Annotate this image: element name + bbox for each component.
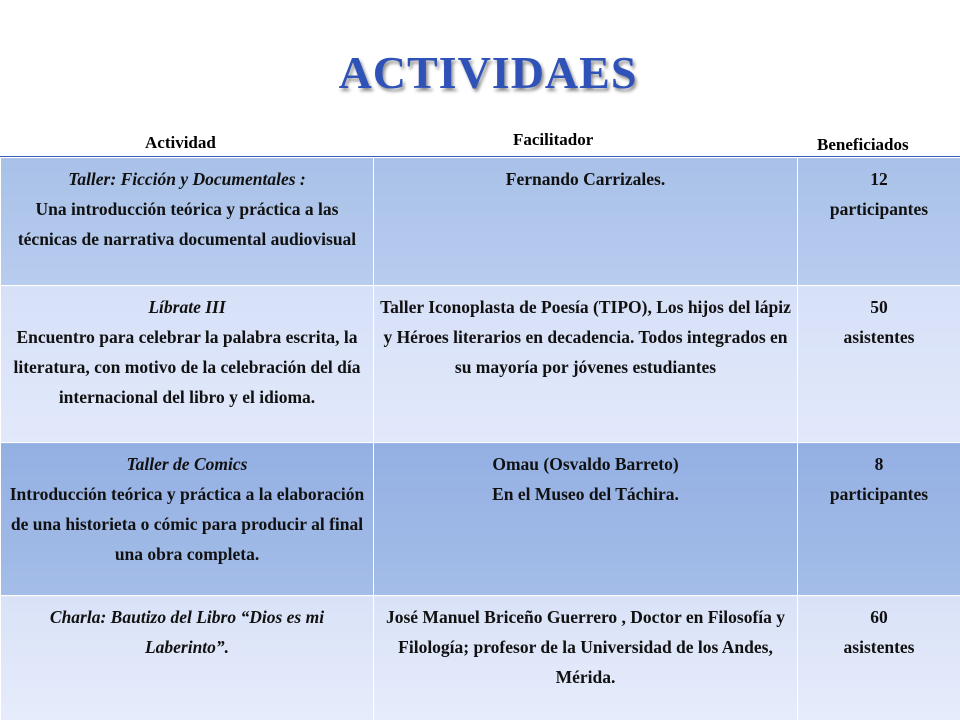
activity-cell (1, 443, 374, 596)
beneficiaries-cell (798, 596, 960, 721)
activities-table (0, 157, 960, 721)
activity-title: Líbrate III (7, 292, 367, 322)
table-row (1, 443, 960, 596)
facilitator-cell (374, 286, 798, 443)
beneficiaries-count: 8 (804, 449, 954, 479)
facilitator-cell (374, 596, 798, 721)
beneficiaries-label: asistentes (804, 322, 954, 352)
beneficiaries-count: 12 (804, 164, 954, 194)
activity-cell (1, 286, 374, 443)
activity-description: Una introducción teórica y práctica a las técnicas de narrativa documental audiovisual (7, 194, 367, 254)
beneficiaries-count: 60 (804, 602, 954, 632)
activity-title: Taller de Comics (7, 449, 367, 479)
activity-cell (1, 158, 374, 286)
table-row (1, 596, 960, 721)
facilitator-cell (374, 443, 798, 596)
facilitator-line-1: Omau (Osvaldo Barreto) (380, 449, 791, 479)
beneficiaries-cell (798, 443, 960, 596)
facilitator-cell (374, 158, 798, 286)
beneficiaries-count: 50 (804, 292, 954, 322)
facilitator-text: Fernando Carrizales. (380, 164, 791, 194)
facilitator-text: Taller Iconoplasta de Poesía (TIPO), Los hijos del lápiz y Héroes literarios en decadencia. Todos integrados en su mayoría por jóvenes estudiantes (380, 292, 791, 382)
column-header-actividad: Actividad (145, 133, 216, 153)
table-row (1, 158, 960, 286)
column-header-beneficiados: Beneficiados (817, 135, 909, 155)
facilitator-line-2: En el Museo del Táchira. (380, 479, 791, 509)
activity-description: Encuentro para celebrar la palabra escrita, la literatura, con motivo de la celebración del día internacional del libro y el idioma. (7, 322, 367, 412)
column-header-facilitador: Facilitador (513, 130, 593, 150)
activity-cell (1, 596, 374, 721)
beneficiaries-label: participantes (804, 194, 954, 224)
facilitator-text: José Manuel Briceño Guerrero , Doctor en Filosofía y Filología; profesor de la Universidad de los Andes, Mérida. (380, 602, 791, 692)
activity-title: Taller: Ficción y Documentales : (7, 164, 367, 194)
beneficiaries-label: participantes (804, 479, 954, 509)
beneficiaries-cell (798, 158, 960, 286)
activity-description: Introducción teórica y práctica a la elaboración de una historieta o cómic para producir al final una obra completa. (7, 479, 367, 569)
table-row (1, 286, 960, 443)
beneficiaries-cell (798, 286, 960, 443)
slide-title: ACTIVIDAES (0, 46, 960, 99)
beneficiaries-label: asistentes (804, 632, 954, 662)
activity-title: Charla: Bautizo del Libro “Dios es mi Laberinto”. (7, 602, 367, 662)
